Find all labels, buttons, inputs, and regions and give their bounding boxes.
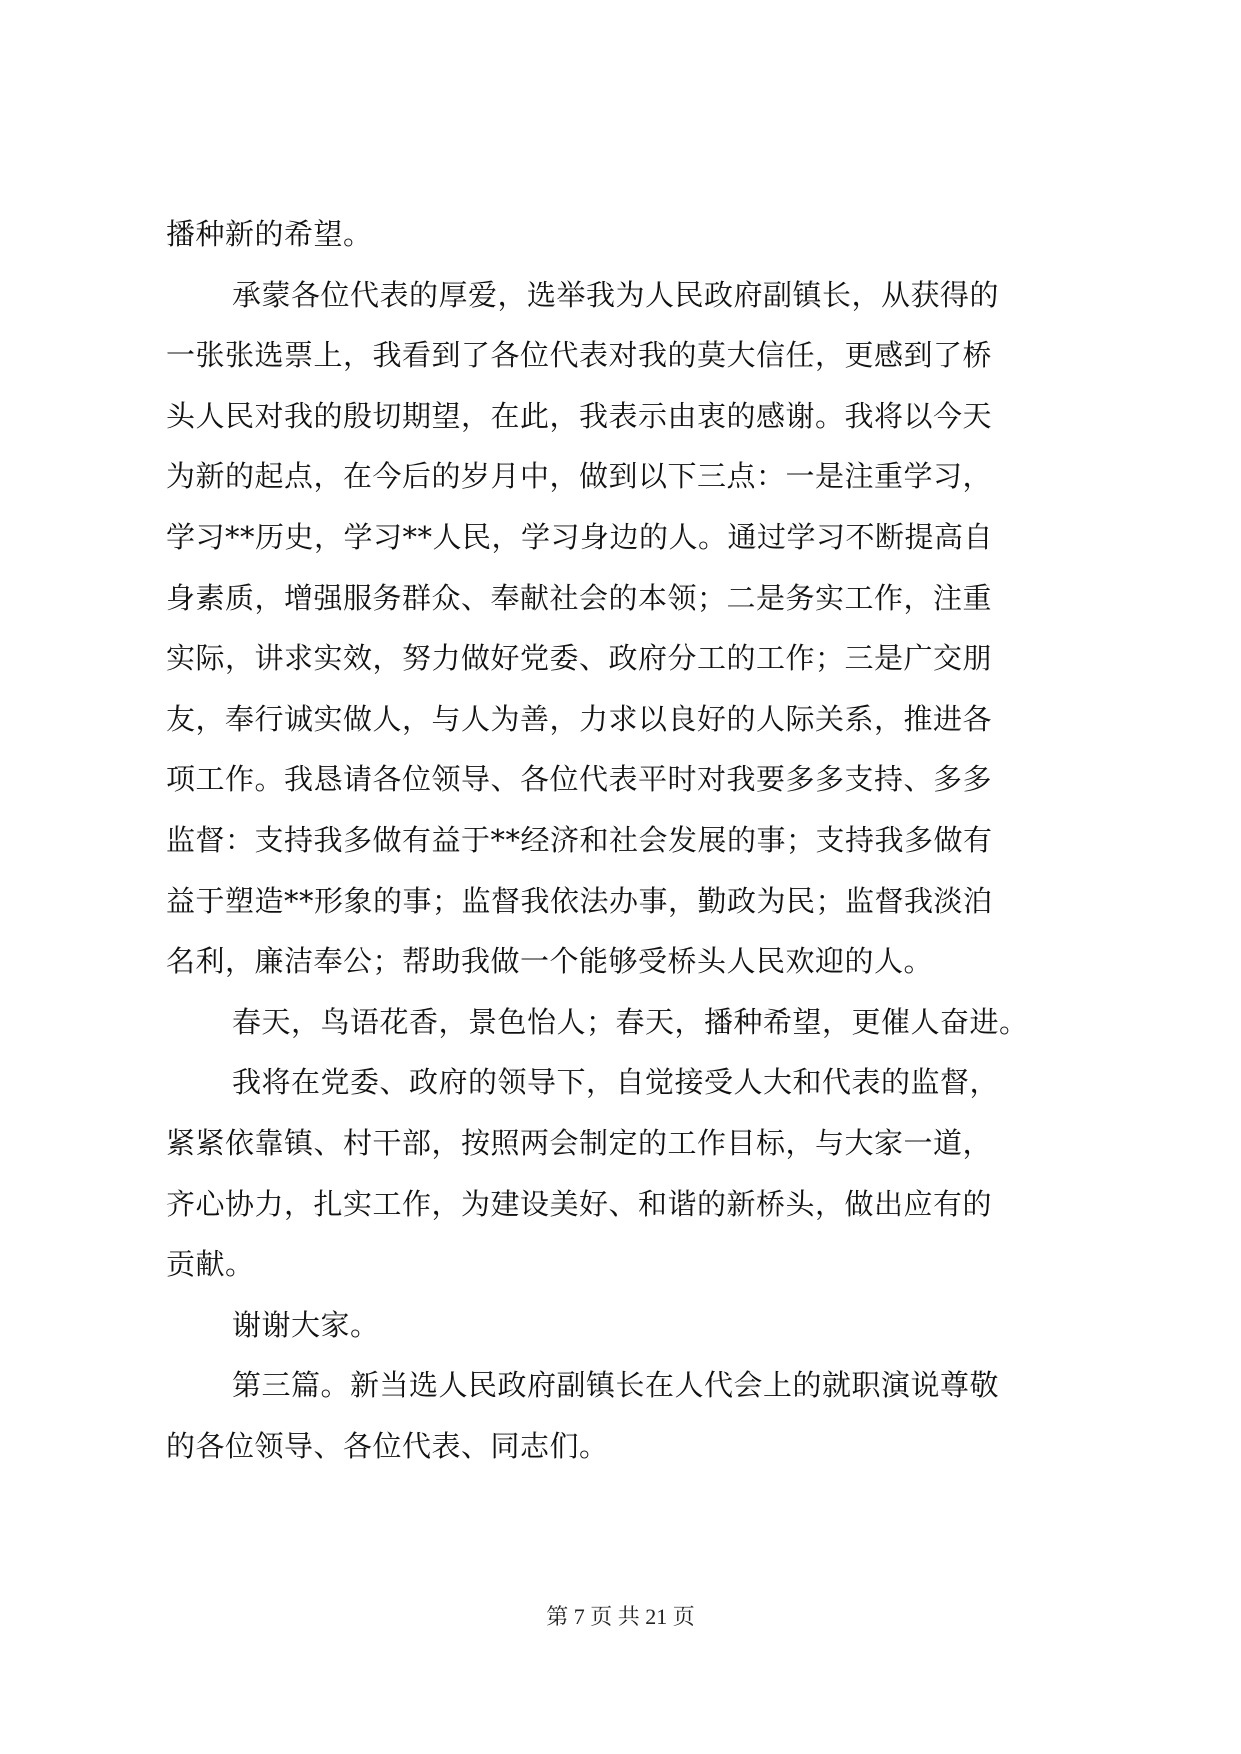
text-line: 项工作。我恳请各位领导、各位代表平时对我要多多支持、多多 [166, 762, 993, 797]
text-line: 友，奉行诚实做人，与人为善，力求以良好的人际关系，推进各 [166, 701, 993, 736]
paragraph-start-line: 我将在党委、政府的领导下，自觉接受人大和代表的监督， [232, 1065, 1000, 1100]
paragraph-start-line: 春天，鸟语花香，景色怡人；春天，播种希望，更催人奋进。 [232, 1004, 1029, 1039]
section-heading-line: 第三篇。新当选人民政府副镇长在人代会上的就职演说尊敬 [232, 1368, 1000, 1403]
text-line: 的各位领导、各位代表、同志们。 [166, 1428, 609, 1463]
text-line: 学习**历史，学习**人民，学习身边的人。通过学习不断提高自 [166, 519, 994, 554]
text-line: 头人民对我的殷切期望，在此，我表示由衷的感谢。我将以今天 [166, 398, 993, 433]
text-line: 紧紧依靠镇、村干部，按照两会制定的工作目标，与大家一道， [166, 1125, 993, 1160]
paragraph-start-line: 承蒙各位代表的厚爱，选举我为人民政府副镇长，从获得的 [232, 277, 1000, 312]
text-line: 身素质，增强服务群众、奉献社会的本领；二是务实工作，注重 [166, 580, 993, 615]
document-body [166, 204, 1076, 1476]
text-line: 播种新的希望。 [166, 217, 373, 251]
text-line: 贡献。 [166, 1247, 255, 1282]
text-line: 为新的起点，在今后的岁月中，做到以下三点：一是注重学习， [166, 459, 993, 494]
text-line: 实际，讲求实效，努力做好党委、政府分工的工作；三是广交朋 [166, 641, 993, 676]
text-line: 一张张选票上，我看到了各位代表对我的莫大信任，更感到了桥 [166, 338, 993, 373]
text-line: 益于塑造**形象的事；监督我依法办事，勤政为民；监督我淡泊 [166, 883, 993, 918]
paragraph-start-line: 谢谢大家。 [232, 1307, 380, 1342]
text-line: 名利，廉洁奉公；帮助我做一个能够受桥头人民欢迎的人。 [166, 944, 934, 979]
page-number-footer: 第 7 页 共 21 页 [546, 1604, 695, 1629]
text-line: 监督：支持我多做有益于**经济和社会发展的事；支持我多做有 [166, 822, 993, 857]
text-line: 齐心协力，扎实工作，为建设美好、和谐的新桥头，做出应有的 [166, 1186, 993, 1221]
